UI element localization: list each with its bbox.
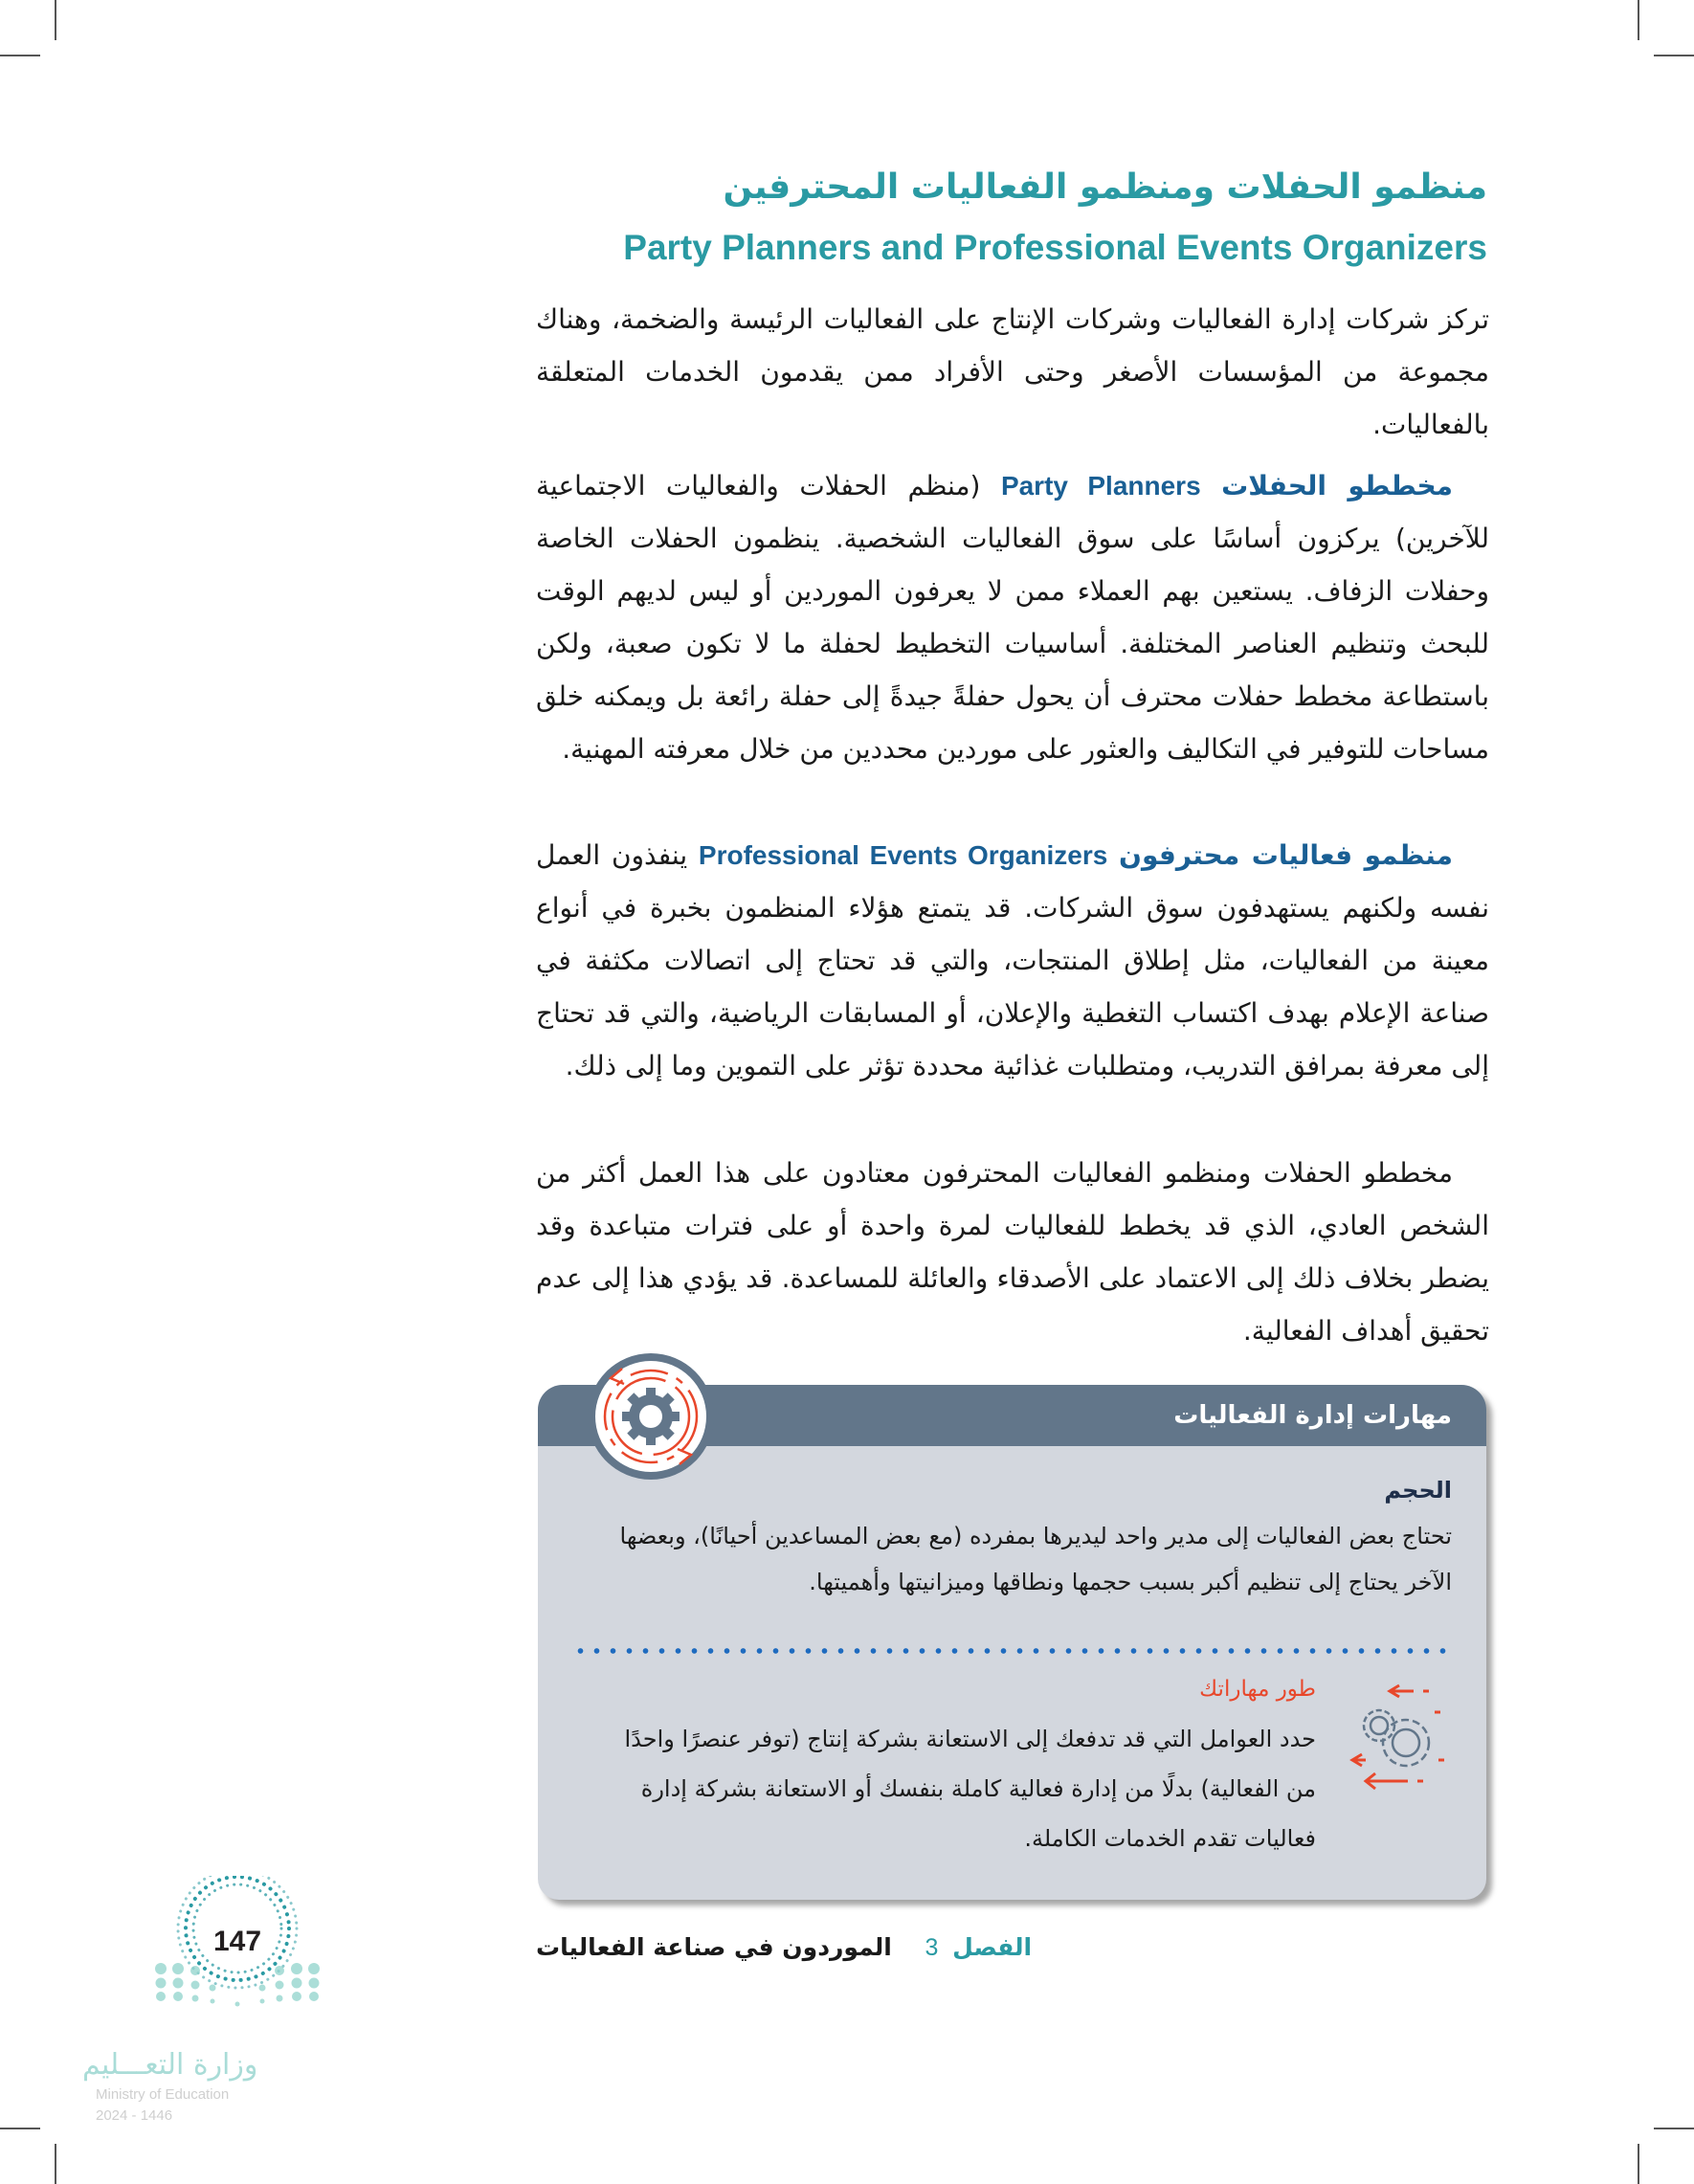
- crop-mark: [55, 2144, 56, 2184]
- dotted-divider: [572, 1647, 1453, 1655]
- paragraph-party-planners: [536, 459, 1489, 775]
- paragraph-professional-organizers: [536, 829, 1489, 1092]
- paragraph-intro: تركز شركات إدارة الفعاليات وشركات الإنتاج على الفعاليات الرئيسة والضخمة، وهناك مجموعة من المؤسسات الأصغر وحتى الأفراد ممن يقدمون الخدمات المتعلقة بالفعاليات.: [536, 303, 1489, 440]
- term-english: Professional Events Organizers: [698, 840, 1108, 870]
- gears-arrows-icon: [1347, 1678, 1452, 1793]
- ministry-logo-english: Ministry of Education: [96, 2086, 230, 2103]
- edition-year: 2024 - 1446: [96, 2107, 173, 2124]
- crop-mark: [1638, 0, 1639, 40]
- paragraph-comparison: [536, 1147, 1489, 1357]
- chapter-label: الفصل: [952, 1933, 1033, 1961]
- gear-cycle-icon: [584, 1349, 718, 1483]
- paragraph-text: مخططو الحفلات ومنظمو الفعاليات المحترفون معتادون على هذا العمل أكثر من الشخص العادي، الذي قد يخطط للفعاليات لمرة واحدة أو على فترات متباعدة وقد يضطر بخلاف ذلك إلى الاعتماد على الأصدقاء والعائلة للمساعدة. قد يؤدي هذا إلى عدم تحقيق أهداف الفعالية.: [536, 1157, 1489, 1347]
- page-number: 147: [212, 1926, 262, 1957]
- size-heading: الحجم: [1384, 1477, 1452, 1504]
- term-arabic: مخططو الحفلات: [1221, 470, 1453, 501]
- section-title-english: Party Planners and Professional Events Organizers: [623, 228, 1487, 267]
- event-management-skills-box: [538, 1385, 1486, 1900]
- skills-box-title: مهارات إدارة الفعاليات: [1173, 1401, 1452, 1430]
- paragraph-text: ينفذون العمل نفسه ولكنهم يستهدفون سوق الشركات. قد يتمتع هؤلاء المنظمون بخبرة في أنواع معينة من الفعاليات، مثل إطلاق المنتجات، والتي قد تحتاج إلى اتصالات مكثفة في صناعة الإعلام بهدف اكتساب التغطية والإعلان، أو المسابقات الرياضية، والتي قد تحتاج إلى معرفة بمرافق التدريب، ومتطلبات غذائية محددة تؤثر على التموين وما إلى ذلك.: [536, 839, 1489, 1081]
- size-description: تحتاج بعض الفعاليات إلى مدير واحد ليديرها بمفرده (مع بعض المساعدين أحيانًا)، وبعضها الآخر يحتاج إلى تنظيم أكبر بسبب حجمها ونطاقها وميزانيتها وأهميتها.: [619, 1523, 1452, 1595]
- chapter-title: الموردون في صناعة الفعاليات: [536, 1933, 892, 1961]
- crop-mark: [1654, 55, 1694, 56]
- crop-mark: [55, 0, 56, 40]
- crop-mark: [1654, 2128, 1694, 2129]
- paragraph-text: (منظم الحفلات والفعاليات الاجتماعية للآخرين) يركزون أساسًا على سوق الفعاليات الشخصية. ينظمون الحفلات الخاصة وحفلات الزفاف. يستعين بهم العملاء ممن لا يعرفون الموردين أو ليس لديهم الوقت للبحث وتنظيم العناصر المختلفة. أساسيات التخطيط لحفلة ما لا تكون صعبة، ولكن باستطاعة مخطط حفلات محترف أن يحول حفلةً جيدةً إلى حفلة رائعة بل ويمكنه خلق مساحات للتوفير في التكاليف والعثور على موردين محددين من خلال معرفته المهنية.: [536, 470, 1489, 765]
- crop-mark: [1638, 2144, 1639, 2184]
- term-english: Party Planners: [1000, 471, 1201, 501]
- develop-skills-text: حدد العوامل التي قد تدفعك إلى الاستعانة بشركة إنتاج (توفر عنصرًا واحدًا من الفعالية) بدلًا من إدارة فعالية كاملة بنفسك أو الاستعانة بشركة إدارة فعاليات تقدم الخدمات الكاملة.: [624, 1726, 1316, 1852]
- chapter-number: 3: [925, 1934, 939, 1961]
- chapter-footer: [536, 1933, 1032, 1962]
- term-arabic: منظمو فعاليات محترفون: [1119, 839, 1453, 871]
- crop-mark: [0, 55, 40, 56]
- develop-skills-heading: طور مهاراتك: [1199, 1677, 1316, 1702]
- ministry-logo-arabic: وزارة التعـــليم: [82, 2048, 258, 2082]
- section-title-arabic: منظمو الحفلات ومنظمو الفعاليات المحترفين: [723, 167, 1487, 207]
- crop-mark: [0, 2128, 40, 2129]
